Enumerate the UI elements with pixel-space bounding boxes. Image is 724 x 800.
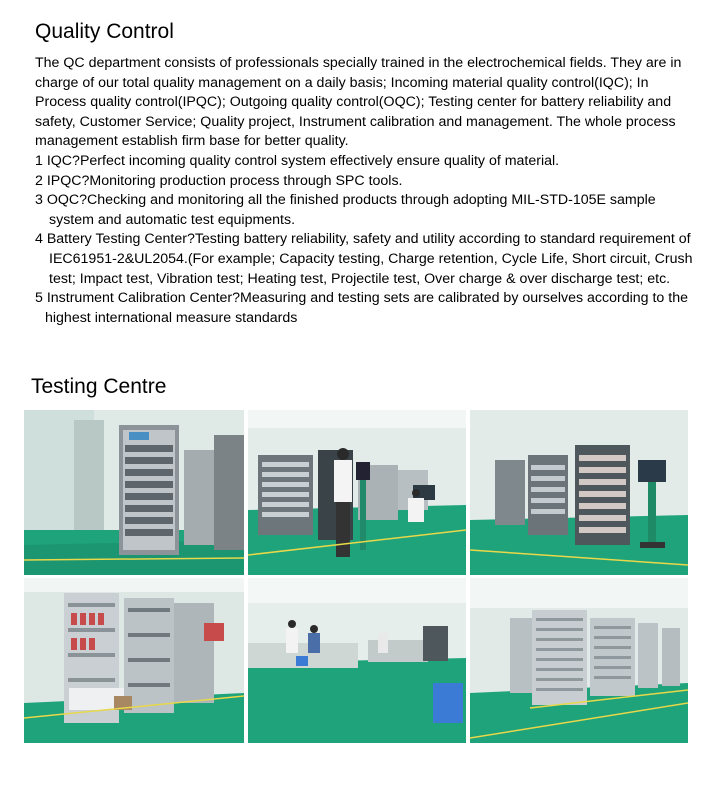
quality-control-list xyxy=(35,152,695,328)
testing-centre-photo-grid xyxy=(24,410,688,743)
photo-cabinet-rows xyxy=(470,578,688,743)
testing-centre-heading: Testing Centre xyxy=(31,375,167,398)
list-item-ipqc: 2 IPQC?Monitoring production process through SPC tools. xyxy=(35,172,403,189)
photo-test-cabinets xyxy=(24,410,244,575)
quality-control-intro: The QC department consists of professionals specially trained in the electrochemical fields. They are in charge of our total quality management on a daily basis; Incoming material quality control(IQC); In Process quality control(IPQC); Outgoing quality control(OQC); Testing center for battery reliability and safety, Customer Service; Quality project, Instrument calibration and management. The whole process management establish firm base for better quality. xyxy=(35,55,682,150)
quality-control-body xyxy=(35,54,695,328)
quality-control-heading: Quality Control xyxy=(35,20,174,43)
list-item-testing-center: 4 Battery Testing Center?Testing battery reliability, safety and utility according to standard requirement of IEC61951-2&UL2054.(For example; Capacity testing, Charge retention, Cycle Life, Short circuit, Crush test; Impact test, Vibration test; Heating test, Projectile test, Over charge & over discharge test; etc. xyxy=(35,231,693,287)
list-item-iqc: 1 IQC?Perfect incoming quality control system effectively ensure quality of material. xyxy=(35,152,560,169)
list-item-oqc: 3 OQC?Checking and monitoring all the finished products through adopting MIL-STD-105E sample system and automatic test equipments. xyxy=(35,192,656,228)
photo-cabinets-kiosk xyxy=(470,410,688,575)
photo-lab-workers xyxy=(248,578,466,743)
photo-operator-monitor xyxy=(248,410,466,575)
list-item-calibration-center: 5 Instrument Calibration Center?Measuring and testing sets are calibrated by ourselves according to the highest international measure standards xyxy=(35,290,688,326)
photo-battery-racks xyxy=(24,578,244,743)
